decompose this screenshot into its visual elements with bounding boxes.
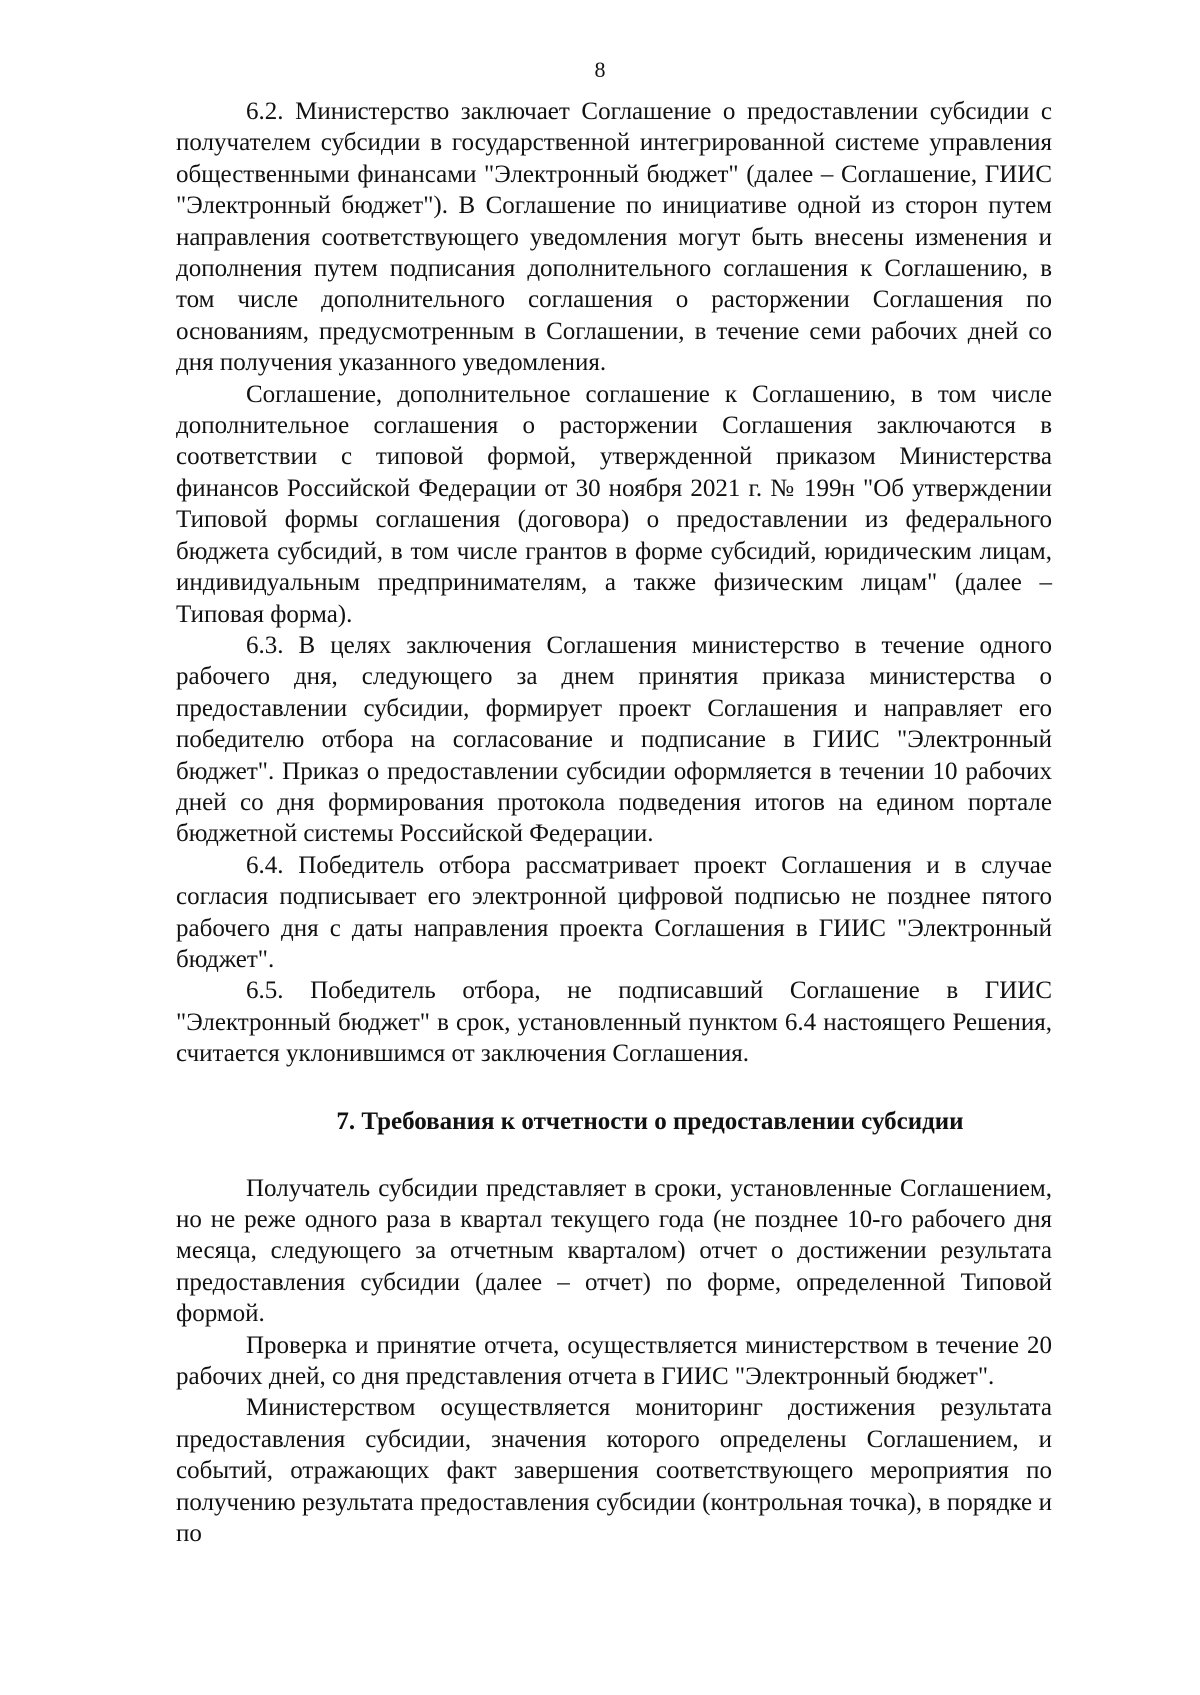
paragraph-6-2: 6.2. Министерство заключает Соглашение о предоставлении субсидии с получателем субсидии в государственной интегрированной системе управления общественными финансами "Электронный бюджет" (далее – Соглашение, ГИИС "Электронный бюджет"). В Соглашение по инициативе одной из сторон путем направления соответствующего уведомления могут быть внесены изменения и дополнения путем подписания дополнительного соглашения к Соглашению, в том числе дополнительного соглашения о расторжении Соглашения по основаниям, предусмотренным в Соглашении, в течение семи рабочих дней со дня получения указанного уведомления.: [176, 98, 1052, 377]
page-number: 8: [594, 57, 606, 82]
paragraph-6-3: 6.3. В целях заключения Соглашения министерство в течение одного рабочего дня, следующего за днем принятия приказа министерства о предоставлении субсидии, формирует проект Соглашения и направляет его победителю отбора на согласование и подписание в ГИИС "Электронный бюджет". Приказ о предоставлении субсидии оформляется в течении 10 рабочих дней со дня формирования протокола подведения итогов на едином портале бюджетной системы Российской Федерации.: [176, 631, 1052, 848]
paragraph-monitoring: Министерством осуществляется мониторинг достижения результата предоставления субсидии, значения которого определены Соглашением, и событий, отражающих факт завершения соответствующего мероприятия по получению результата предоставления субсидии (контрольная точка), в порядке и по: [176, 1394, 1052, 1548]
paragraph-6-4: 6.4. Победитель отбора рассматривает проект Соглашения и в случае согласия подписывает его электронной цифровой подписью не позднее пятого рабочего дня с даты направления проекта Соглашения в ГИИС "Электронный бюджет".: [176, 851, 1052, 973]
section-heading-7: 7. Требования к отчетности о предоставлении субсидии: [336, 1107, 964, 1135]
paragraph-agreement-form: Соглашение, дополнительное соглашение к Соглашению, в том числе дополнительное соглашения о расторжении Соглашения заключаются в соответствии с типовой формой, утвержденной приказом Министерства финансов Российской Федерации от 30 ноября 2021 г. № 199н "Об утверждении Типовой формы соглашения (договора) о предоставлении из федерального бюджета субсидий, в том числе грантов в форме субсидий, юридическим лицам, индивидуальным предпринимателям, а также физическим лицам" (далее – Типовая форма).: [176, 380, 1052, 628]
paragraph-report-review: Проверка и принятие отчета, осуществляется министерством в течение 20 рабочих дней, со дня представления отчета в ГИИС "Электронный бюджет".: [176, 1331, 1052, 1391]
document-body: [176, 96, 1052, 1549]
paragraph-report-submission: Получатель субсидии представляет в сроки, установленные Соглашением, но не реже одного раза в квартал текущего года (не позднее 10-го рабочего дня месяца, следующего за отчетным кварталом) отчет о достижении результата предоставления субсидии (далее – отчет) по форме, определенной Типовой формой.: [176, 1174, 1052, 1328]
paragraph-6-5: 6.5. Победитель отбора, не подписавший Соглашение в ГИИС "Электронный бюджет" в срок, установленный пунктом 6.4 настоящего Решения, считается уклонившимся от заключения Соглашения.: [176, 977, 1052, 1068]
